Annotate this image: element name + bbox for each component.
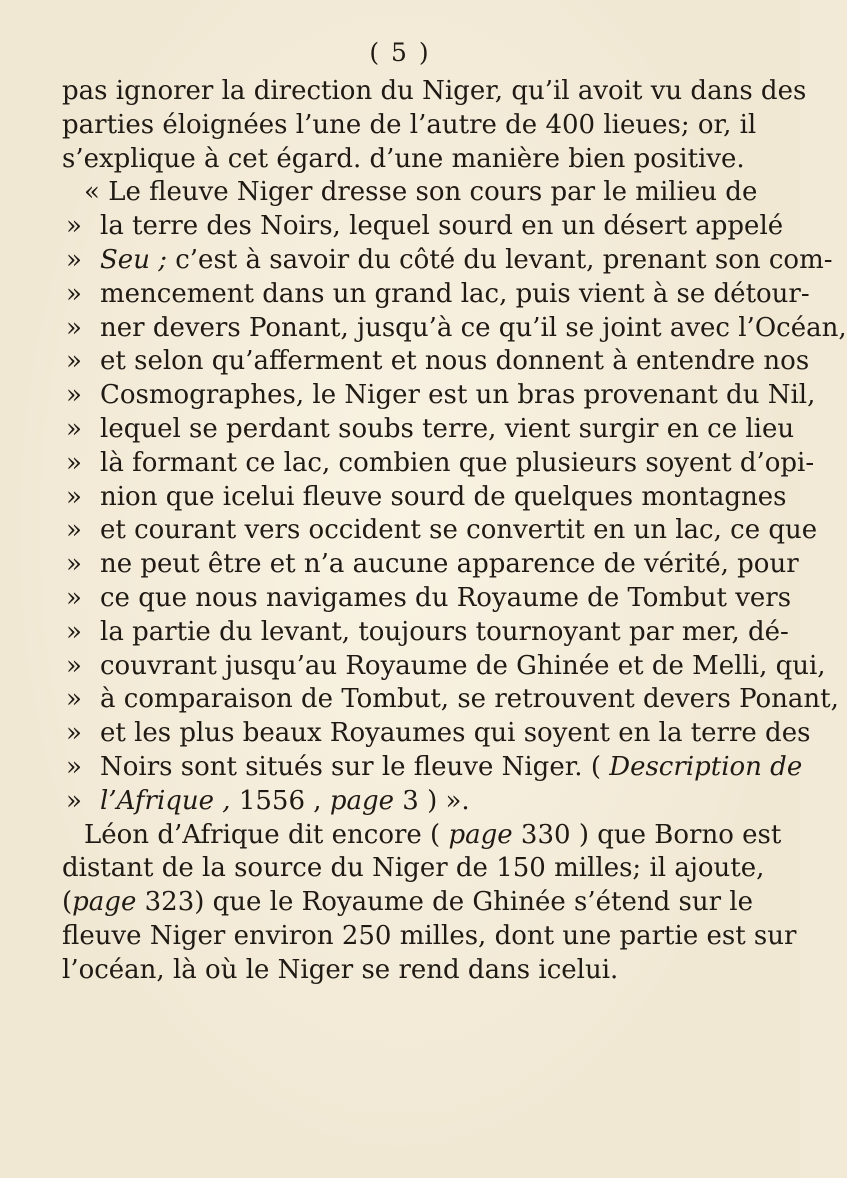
quote-line: [62, 514, 818, 548]
italic-page: page: [448, 819, 513, 850]
quote-text: la terre des Noirs, lequel sourd en un désert appelé: [100, 211, 784, 242]
quote-line: [62, 751, 803, 785]
open-quote-mark: «: [84, 177, 100, 208]
quote-marker: »: [66, 718, 82, 749]
italic-afrique: l’Afrique ,: [100, 785, 231, 816]
quote-line: [62, 413, 795, 447]
quote-text: et les plus beaux Royaumes qui soyent en la terre des: [100, 718, 811, 749]
quote-text: ce que nous navigames du Royaume de Tombut vers: [100, 582, 792, 613]
italic-description: Description de: [609, 751, 803, 782]
quote-text: Seu ; c’est à savoir du côté du levant, prenant son com-: [100, 244, 833, 275]
quote-text: et courant vers occident se convertit en un lac, ce que: [100, 515, 818, 546]
text-line: fleuve Niger environ 250 milles, dont une partie est sur: [62, 920, 797, 951]
text-line: s’explique à cet égard. d’une manière bien positive.: [62, 143, 745, 174]
quote-marker: »: [66, 447, 82, 478]
page-number: ( 5 ): [369, 38, 431, 67]
quote-text: l’Afrique , 1556 , page 3 ) ».: [100, 785, 470, 816]
quote-line: [62, 548, 799, 582]
quote-text: à comparaison de Tombut, se retrouvent devers Ponant,: [100, 684, 839, 715]
quote-text: ne peut être et n’a aucune apparence de vérité, pour: [100, 549, 799, 580]
text-line: Léon d’Afrique dit encore ( page 330 ) que Borno est: [84, 819, 782, 850]
quote-line: [62, 616, 789, 650]
quote-marker: »: [66, 346, 82, 377]
italic-seu: Seu ;: [100, 244, 167, 275]
quote-line: [62, 379, 816, 413]
quote-line: [62, 244, 833, 278]
quote-line: [62, 312, 847, 346]
quote-marker: »: [66, 211, 82, 242]
page-body-text: [62, 75, 847, 988]
quote-text: Le fleuve Niger dresse son cours par le milieu de: [108, 177, 758, 208]
quote-text: mencement dans un grand lac, puis vient à se détour-: [100, 278, 810, 309]
quote-line: [62, 481, 787, 515]
quote-marker: »: [66, 650, 82, 681]
quote-text: là formant ce lac, combien que plusieurs soyent d’opi-: [100, 447, 815, 478]
quote-marker: »: [66, 751, 82, 782]
quote-marker: »: [66, 380, 82, 411]
quote-line: [62, 650, 826, 684]
quote-line: [62, 447, 815, 481]
text-line: parties éloignées l’une de l’autre de 400 lieues; or, il: [62, 109, 757, 140]
quote-marker: »: [66, 549, 82, 580]
quote-text: nion que icelui fleuve sourd de quelques montagnes: [100, 481, 787, 512]
quote-line: [62, 683, 839, 717]
quote-marker: »: [66, 244, 82, 275]
quote-marker: »: [66, 785, 82, 816]
quote-line: [62, 278, 810, 312]
quote-line: [62, 210, 784, 244]
quote-text: Noirs sont situés sur le fleuve Niger. ( Description de: [100, 751, 803, 782]
quote-text: la partie du levant, toujours tournoyant par mer, dé-: [100, 616, 789, 647]
quote-text: Cosmographes, le Niger est un bras provenant du Nil,: [100, 380, 816, 411]
quote-marker: »: [66, 616, 82, 647]
quote-text: ner devers Ponant, jusqu’à ce qu’il se joint avec l’Océan,: [100, 312, 847, 343]
quote-text: et selon qu’afferment et nous donnent à entendre nos: [100, 346, 810, 377]
quote-first-line: [62, 176, 758, 210]
quote-line: [62, 345, 810, 379]
quote-line: [62, 717, 811, 751]
quote-text: lequel se perdant soubs terre, vient surgir en ce lieu: [100, 413, 795, 444]
quote-marker: »: [66, 582, 82, 613]
quote-marker: »: [66, 684, 82, 715]
quote-marker: »: [66, 413, 82, 444]
text-line: pas ignorer la direction du Niger, qu’il avoit vu dans des: [62, 76, 807, 106]
text-line: (page 323) que le Royaume de Ghinée s’étend sur le: [62, 887, 753, 918]
quote-line: [62, 785, 742, 819]
quote-marker: »: [66, 515, 82, 546]
quote-text: couvrant jusqu’au Royaume de Ghinée et de Melli, qui,: [100, 650, 826, 681]
quote-marker: »: [66, 278, 82, 309]
italic-page: page: [329, 785, 394, 816]
text-line: distant de la source du Niger de 150 milles; il ajoute,: [62, 853, 765, 884]
quote-marker: »: [66, 481, 82, 512]
quote-line: [62, 582, 792, 616]
text-line: l’océan, là où le Niger se rend dans icelui.: [62, 954, 619, 985]
italic-page: page: [72, 887, 137, 918]
quote-marker: »: [66, 312, 82, 343]
